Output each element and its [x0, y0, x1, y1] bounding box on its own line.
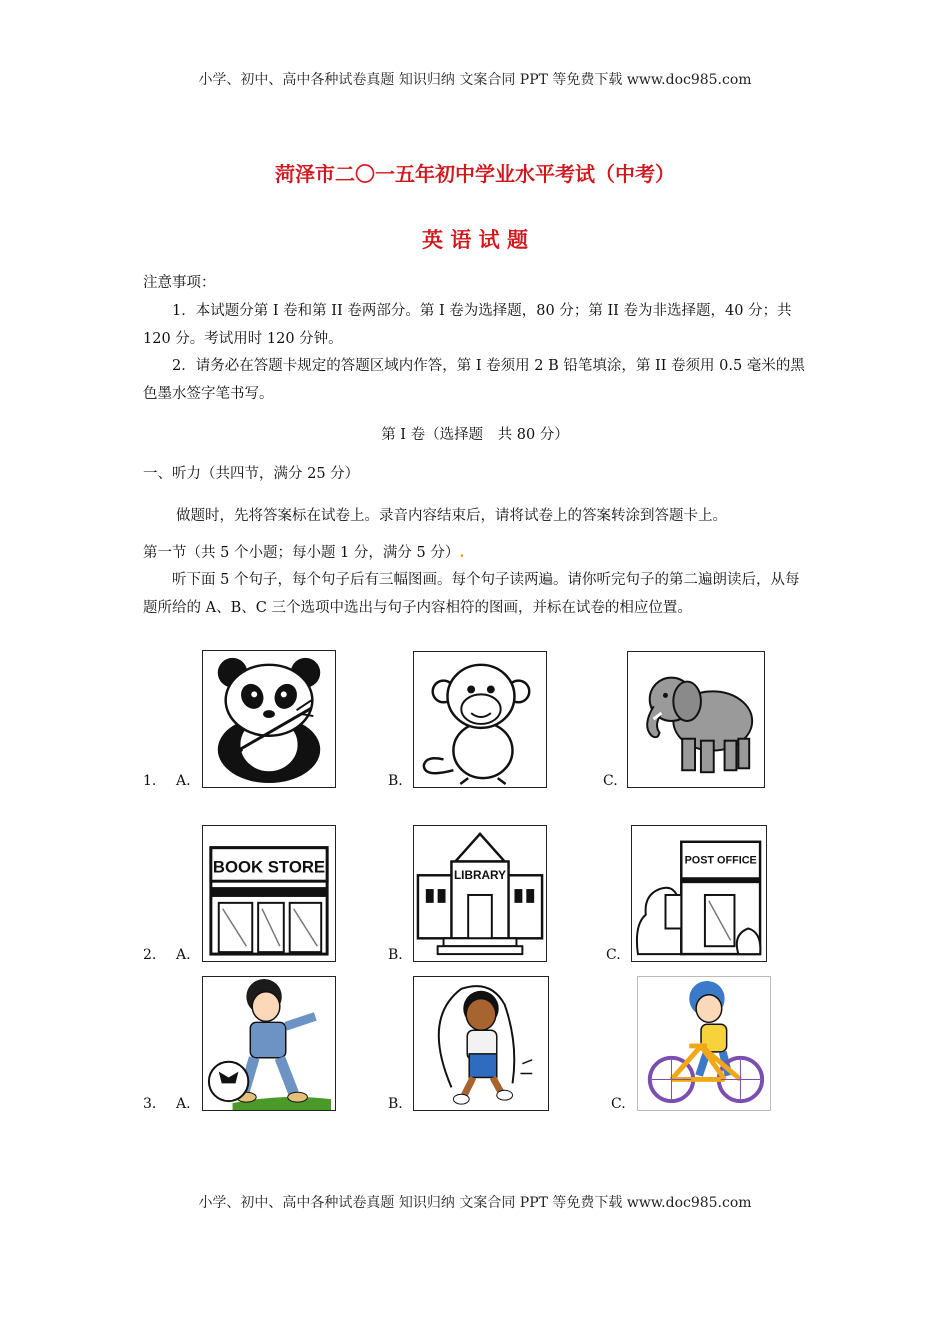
library-icon: [414, 826, 546, 961]
page-footer: 小学、初中、高中各种试卷真题 知识归纳 文案合同 PPT 等免费下载 www.doc985.com: [198, 1195, 752, 1211]
option-letter: C.: [603, 773, 618, 789]
option-letter: C.: [611, 1096, 626, 1112]
boy-skipping-rope-icon: [414, 977, 548, 1110]
option-letter: A.: [176, 1096, 191, 1112]
library-sign: LIBRARY: [453, 868, 507, 883]
section1-dot: .: [459, 544, 465, 561]
post-office-picture[interactable]: [631, 825, 767, 962]
exam-title: 菏泽市二〇一五年初中学业水平考试（中考）: [275, 162, 675, 186]
exam-subtitle: 英 语 试 题: [422, 227, 528, 252]
elephant-picture[interactable]: [627, 651, 765, 788]
part1-heading: 一、听力（共四节，满分 25 分）: [143, 466, 360, 482]
section1-heading-text: 第一节（共 5 个小题；每小题 1 分，满分 5 分）: [143, 545, 460, 561]
note-1: 1．本试题分第 I 卷和第 II 卷两部分。第 I 卷为选择题，80 分；第 II 卷为非选择题，40 分；共 120 分。考试用时 120 分钟。: [143, 303, 792, 347]
post-office-icon: [632, 826, 766, 961]
library-picture[interactable]: [413, 825, 547, 962]
volume-title: 第 I 卷（选择题 共 80 分）: [381, 427, 569, 443]
question-number: 2.: [143, 947, 157, 963]
boy-playing-soccer-picture[interactable]: [202, 976, 336, 1111]
boy-skipping-rope-picture[interactable]: [413, 976, 549, 1111]
option-letter: B.: [388, 773, 403, 789]
book-store-picture[interactable]: [202, 825, 336, 962]
post-office-sign: POST OFFICE: [684, 854, 757, 867]
part1-instruction: 做题时，先将答案标在试卷上。录音内容结束后，请将试卷上的答案转涂到答题卡上。: [176, 508, 727, 524]
option-letter: C.: [606, 947, 621, 963]
section1-instruction: 听下面 5 个句子，每个句子后有三幅图画。每个句子读两遍。请你听完句子的第二遍朗读后，从每题所给的 A、B、C 三个选项中选出与句子内容相符的图画，并标在试卷的相应位置。: [143, 572, 800, 616]
option-letter: A.: [176, 773, 191, 789]
page-header: 小学、初中、高中各种试卷真题 知识归纳 文案合同 PPT 等免费下载 www.doc985.com: [198, 72, 752, 88]
monkey-icon: [414, 652, 546, 787]
option-letter: B.: [388, 947, 403, 963]
boy-soccer-icon: [203, 977, 335, 1110]
notes-heading: 注意事项：: [143, 275, 216, 291]
section1-heading: [143, 539, 464, 567]
option-letter: B.: [388, 1096, 403, 1112]
option-letter: A.: [176, 947, 191, 963]
panda-picture[interactable]: [202, 650, 336, 788]
question-number: 3.: [143, 1096, 157, 1112]
monkey-picture[interactable]: [413, 651, 547, 788]
question-number: 1.: [143, 773, 157, 789]
book-store-icon: [203, 826, 335, 961]
panda-icon: [203, 651, 335, 787]
book-store-sign: BOOK STORE: [212, 857, 326, 877]
boy-riding-bike-picture[interactable]: [637, 976, 771, 1111]
boy-bike-icon: [638, 977, 770, 1110]
elephant-icon: [628, 652, 764, 787]
note-2: 2．请务必在答题卡规定的答题区域内作答，第 I 卷须用 2 B 铅笔填涂，第 II 卷须用 0.5 毫米的黑色墨水签字笔书写。: [143, 358, 805, 402]
